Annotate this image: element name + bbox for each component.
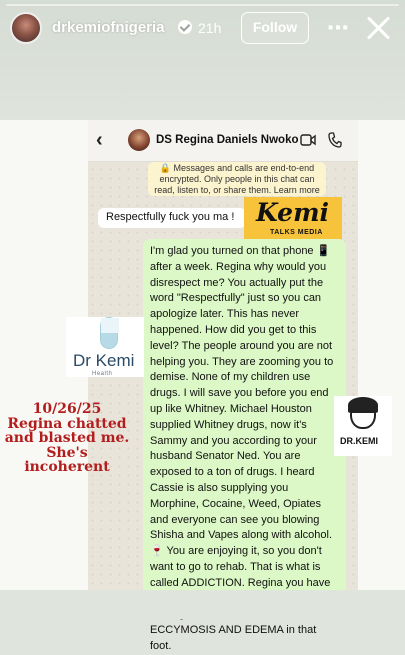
dr-kemi-health-name: Dr Kemi	[73, 351, 135, 370]
story-progress-bar	[6, 4, 399, 6]
portrait-icon	[350, 399, 376, 429]
video-icon	[300, 133, 316, 147]
story-header	[0, 10, 405, 46]
story-footer	[0, 590, 405, 619]
phone-icon	[328, 132, 342, 148]
incoming-message-bubble: Respectfully fuck you ma !	[98, 208, 246, 228]
dr-kemi-logo-text: DR.KEMI	[340, 436, 378, 446]
verified-badge-icon	[178, 20, 192, 34]
encryption-notice: 🔒 Messages and calls are end-to-end encrypted. Only people in this chat can read, listen to, or share them. Learn more	[148, 162, 326, 196]
dr-kemi-health-subtitle: Health	[92, 371, 113, 377]
avatar[interactable]	[10, 12, 42, 44]
kemi-media-subtitle: TALKS MEDIA	[270, 229, 323, 236]
dr-kemi-health-logo	[66, 317, 144, 377]
username[interactable]: drkemiofnigeria	[52, 19, 165, 36]
chat-avatar	[128, 129, 150, 151]
post-time: 21h	[198, 20, 222, 36]
dr-kemi-portrait-logo	[334, 396, 392, 456]
chevron-left-icon: ‹	[96, 129, 103, 151]
chat-header	[88, 120, 358, 162]
kemi-media-title: Kemi	[256, 198, 330, 227]
chat-contact-name: DS Regina Daniels Nwoko	[156, 134, 299, 146]
kemi-talks-media-logo	[244, 197, 342, 243]
pill-icon	[100, 317, 118, 349]
close-icon[interactable]	[362, 12, 394, 44]
follow-button[interactable]: Follow	[241, 12, 309, 44]
outgoing-message-bubble: I'm glad you turned on that phone 📱 after a week. Regina why would you disrespect me? You actually put the word "Respectfully" just so you can apologize later. This has never happened. How did you get to this level? The people around you are not helping you. They are zooming you to demise. None of my children use drugs. I will save you before you end up like Whitney. Michael Houston supplied Whitney drugs, now it's Sammy and you according to your husband Senator Ned. You are exposed to a ton of drugs. I heard Cassie is also supplying you Morphine, Cocaine, Weed, Opiates and everyone can see you blowing Shisha and Vapes along with alcohol. 🍷 You are enjoying it, so you don't want to go to rehab. That is what is called ADDICTION. Regina you have ECCYMOSIS AND EDEMA in that foot.	[143, 239, 346, 591]
date-annotation: 10/26/25 Regina chatted and blasted me. She's incoherent	[4, 401, 130, 475]
more-options-icon[interactable]: ⋯	[327, 15, 349, 40]
story-image	[0, 120, 405, 652]
